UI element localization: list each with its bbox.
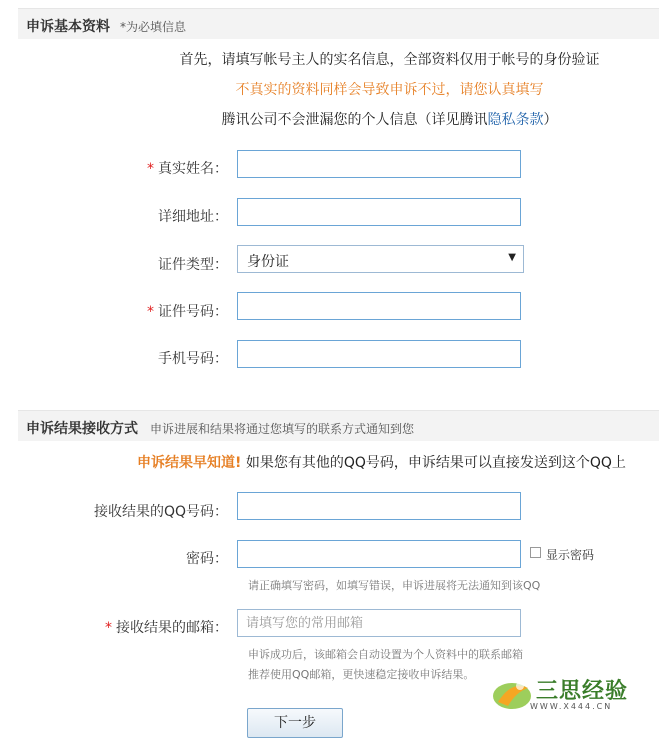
watermark-url: WWW.X444.CN — [530, 702, 613, 711]
real-name-label-text: 真实姓名： — [158, 161, 228, 177]
dropdown-arrow-icon: ▼ — [508, 252, 516, 263]
password-label: 密码： — [186, 551, 228, 567]
section-subtitle: 申诉进展和结果将通过您填写的联系方式通知到您 — [150, 422, 415, 436]
id-type-label: 证件类型： — [158, 257, 228, 273]
notice-bold: 申诉结果早知道! — [137, 455, 242, 471]
id-type-select[interactable] — [237, 245, 524, 273]
email-input[interactable] — [237, 609, 521, 637]
phone-label: 手机号码： — [158, 351, 228, 367]
watermark-logo — [490, 672, 650, 716]
address-label: 详细地址： — [158, 209, 228, 225]
qq-input[interactable] — [237, 492, 521, 520]
section-title: 申诉基本资料 — [26, 19, 110, 35]
password-hint: 请正确填写密码，如填写错误，申诉进展将无法通知到该QQ — [248, 579, 541, 592]
privacy-text-after: ） — [543, 112, 558, 128]
required-mark: * — [147, 161, 154, 177]
privacy-text-before: 腾讯公司不会泄漏您的个人信息（详见腾讯 — [221, 112, 488, 128]
real-name-label — [147, 158, 228, 178]
email-label — [105, 617, 228, 637]
id-number-label — [147, 301, 228, 321]
id-type-value: 身份证 — [247, 254, 289, 270]
watermark-brand: 三思经验 — [536, 679, 629, 704]
section-result-receive-header — [18, 410, 659, 441]
password-input[interactable] — [237, 540, 521, 568]
required-note: *为必填信息 — [120, 20, 187, 34]
next-step-button[interactable]: 下一步 — [247, 708, 343, 738]
leaf-logo-icon — [490, 674, 534, 714]
id-number-input[interactable] — [237, 292, 521, 320]
email-hint-1: 申诉成功后，该邮箱会自动设置为个人资料中的联系邮箱 — [248, 648, 523, 661]
required-mark: * — [105, 620, 112, 636]
privacy-policy-link[interactable]: 隐私条款 — [487, 112, 544, 128]
notice-text: 如果您有其他的QQ号码，申诉结果可以直接发送到这个QQ上 — [245, 455, 626, 471]
intro-line-1: 首先，请填写帐号主人的实名信息，全部资料仅用于帐号的身份验证 — [179, 52, 600, 68]
section-title: 申诉结果接收方式 — [26, 421, 138, 437]
required-mark: * — [147, 304, 154, 320]
id-number-label-text: 证件号码： — [158, 304, 228, 320]
show-password-label[interactable]: 显示密码 — [546, 548, 595, 562]
email-hint-2: 推荐使用QQ邮箱，更快速稳定接收申诉结果。 — [248, 668, 475, 681]
show-password-checkbox[interactable] — [530, 547, 541, 558]
real-name-input[interactable] — [237, 150, 521, 178]
intro-privacy — [120, 109, 659, 129]
qq-label: 接收结果的QQ号码： — [93, 504, 228, 520]
address-input[interactable] — [237, 198, 521, 226]
phone-input[interactable] — [237, 340, 521, 368]
qq-notice — [137, 452, 626, 472]
email-label-text: 接收结果的邮箱： — [116, 620, 228, 636]
section-basic-info-header — [18, 8, 659, 39]
intro-warning: 不真实的资料同样会导致申诉不过，请您认真填写 — [235, 82, 544, 98]
